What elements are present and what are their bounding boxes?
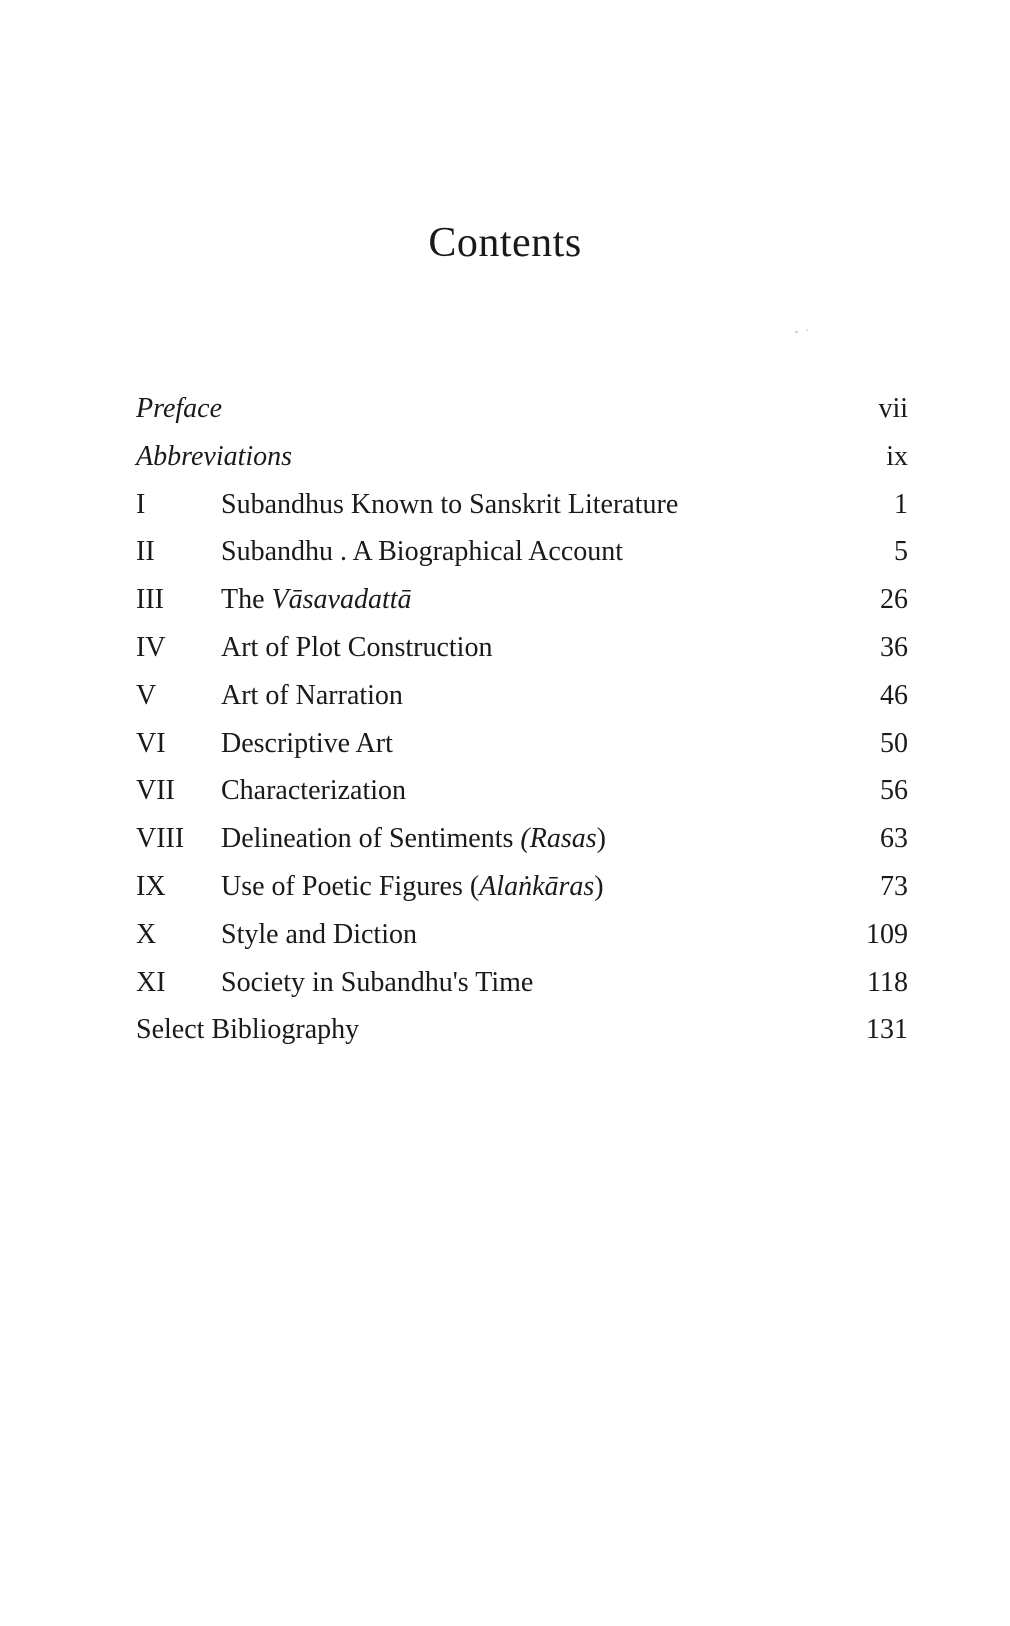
toc-entry-page: 56: [880, 775, 908, 807]
print-speck: [806, 329, 808, 331]
toc-entry-abbreviations[interactable]: [136, 433, 908, 481]
toc-entry-title: [221, 815, 606, 863]
toc-entry-page: ix: [886, 440, 908, 472]
chapter-number: XI: [136, 966, 166, 998]
title-text: ): [594, 870, 604, 902]
toc-entry-page: 26: [880, 584, 908, 616]
toc-entry-title: Preface: [136, 393, 223, 424]
toc-entry-chapter-10[interactable]: [136, 911, 908, 959]
toc-entry-title: Subandhu . A Biographical Account: [221, 536, 624, 568]
title-italic-text: Vāsavadattā: [271, 584, 412, 616]
title-italic-text: (Rasas: [520, 823, 597, 855]
toc-entry-page: vii: [878, 393, 908, 424]
toc-entry-title: Abbreviations: [136, 440, 293, 472]
toc-entry-bibliography[interactable]: [136, 1006, 908, 1054]
toc-entry-title: Characterization: [221, 775, 407, 807]
toc-entry-page: 36: [880, 631, 908, 663]
print-speck: [795, 331, 798, 333]
chapter-number: VII: [136, 775, 175, 807]
toc-entry-chapter-3[interactable]: [136, 576, 908, 624]
toc-entry-page: 63: [880, 823, 908, 855]
chapter-number: III: [136, 584, 164, 616]
toc-entry-title: [221, 576, 412, 624]
toc-entry-title: Style and Diction: [221, 918, 417, 950]
toc-entry-page: 131: [866, 1014, 908, 1046]
toc-entry-chapter-11[interactable]: [136, 959, 908, 1007]
chapter-number: VIII: [136, 823, 185, 855]
table-of-contents: [136, 385, 908, 1054]
chapter-number: V: [136, 679, 157, 711]
toc-entry-title: Select Bibliography: [136, 1014, 360, 1046]
chapter-number: VI: [136, 727, 166, 759]
toc-entry-title: Art of Narration: [221, 679, 403, 711]
title-text: The: [221, 584, 272, 616]
title-text: Delineation of Sentiments: [221, 823, 521, 855]
toc-entry-chapter-5[interactable]: [136, 672, 908, 720]
page-title: Contents: [428, 220, 582, 266]
title-text: Use of Poetic Figures (: [221, 870, 480, 902]
title-text: ): [596, 823, 606, 855]
toc-entry-page: 1: [894, 488, 908, 520]
toc-entry-chapter-9[interactable]: [136, 863, 908, 911]
toc-entry-chapter-8[interactable]: [136, 815, 908, 863]
chapter-number: I: [136, 488, 146, 520]
toc-entry-chapter-4[interactable]: [136, 624, 908, 672]
chapter-number: II: [136, 536, 155, 568]
toc-entry-page: 118: [867, 966, 908, 998]
toc-entry-page: 5: [894, 536, 908, 568]
toc-entry-chapter-1[interactable]: [136, 481, 908, 529]
title-italic-text: Alaṅkāras: [479, 870, 595, 902]
toc-entry-title: Society in Subandhu's Time: [221, 966, 534, 998]
chapter-number: IX: [136, 870, 166, 902]
toc-entry-preface[interactable]: [136, 385, 908, 433]
toc-entry-page: 50: [880, 727, 908, 759]
toc-entry-page: 46: [880, 679, 908, 711]
toc-entry-chapter-2[interactable]: [136, 528, 908, 576]
chapter-number: IV: [136, 631, 166, 663]
toc-entry-chapter-7[interactable]: [136, 767, 908, 815]
toc-entry-title: [221, 863, 604, 911]
toc-entry-title: Subandhus Known to Sanskrit Literature: [221, 488, 679, 520]
toc-entry-page: 73: [880, 870, 908, 902]
toc-entry-title: Art of Plot Construction: [221, 631, 493, 663]
chapter-number: X: [136, 918, 157, 950]
toc-entry-title: Descriptive Art: [221, 727, 393, 759]
toc-entry-chapter-6[interactable]: [136, 720, 908, 768]
toc-entry-page: 109: [866, 918, 908, 950]
